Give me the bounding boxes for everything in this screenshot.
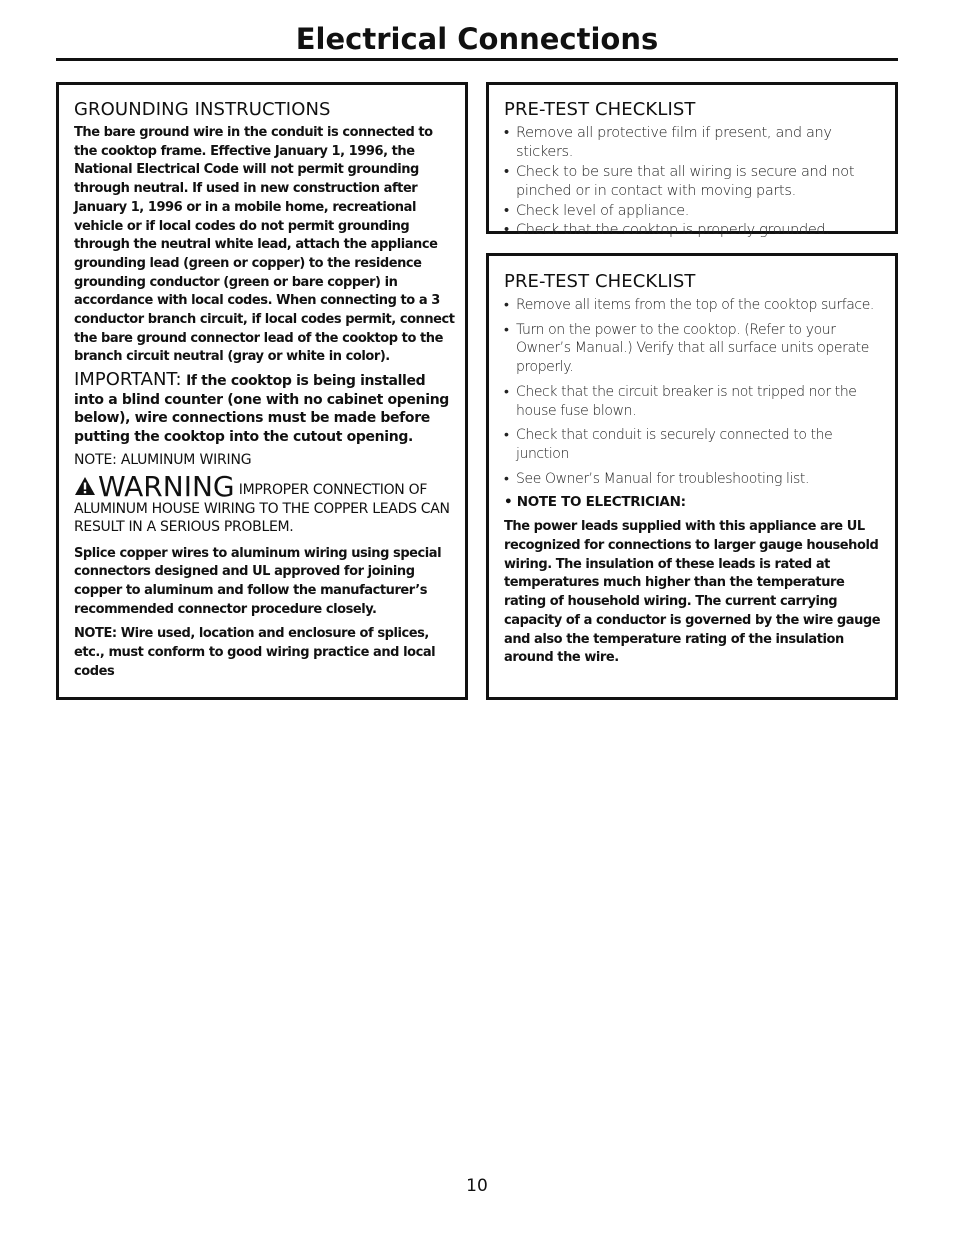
list-item: • Check that conduit is securely connected to the junction <box>504 427 833 462</box>
list-item: • Turn on the power to the cooktop. (Refer to your Owner’s Manual.) Verify that all surface units operate properly. <box>504 321 869 376</box>
checklist2-heading: PRE-TEST CHECKLIST <box>504 271 696 292</box>
note-to-electrician-text: The power leads supplied with this appliance are UL recognized for connections to larger gauge household wiring. The insulation of these leads is rated at temperatures much higher than the temperature rating of household wiring. The current carrying capacity of a conductor is governed by the wire gauge and also the temperature rating of the insulation around the wire. <box>504 519 881 666</box>
list-item: • See Owner’s Manual for troubleshooting list. <box>504 470 810 487</box>
note-to-electrician-label: • NOTE TO ELECTRICIAN: <box>504 494 686 511</box>
splice-instructions: Splice copper wires to aluminum wiring using special connectors designed and UL approved for joining copper to aluminum and follow the manufacturer’s recommended connector procedure closely. <box>74 545 442 617</box>
note-wire: NOTE: Wire used, location and enclosure of splices, etc., must conform to good wiring practice and local codes <box>74 626 436 679</box>
grounding-heading: GROUNDING INSTRUCTIONS <box>74 99 331 120</box>
important-label: IMPORTANT: <box>74 369 182 391</box>
checklist1-list <box>504 124 887 240</box>
list-item: • Check level of appliance. <box>504 202 690 219</box>
warning-text: IMPROPER CONNECTION OF ALUMINUM HOUSE WIRING TO THE COPPER LEADS CAN RESULT IN A SERIOUS PROBLEM. <box>74 482 450 536</box>
warning-word: WARNING <box>98 470 235 504</box>
warning-triangle-icon <box>74 476 96 496</box>
list-item: • Check that the cooktop is properly grounded. <box>504 222 830 239</box>
grounding-instructions-box <box>56 82 468 700</box>
pre-test-checklist-box-2 <box>486 253 898 700</box>
title-rule <box>56 58 898 61</box>
page-number: 10 <box>466 1176 488 1196</box>
pre-test-checklist-box-1 <box>486 82 898 239</box>
list-item: • Check to be sure that all wiring is secure and not pinched or in contact with moving parts. <box>504 163 855 200</box>
important-text: If the cooktop is being installed into a blind counter (one with no cabinet opening below), wire connections must be made before putting the cooktop into the cutout opening. <box>74 373 449 445</box>
grounding-body: The bare ground wire in the conduit is connected to the cooktop frame. Effective January 1, 1996, the National Electrical Code will not permit grounding through neutral. If used in new construction after January 1, 1996 or in a mobile home, recreational vehicle or if local codes do not permit grounding through the neutral white lead, attach the appliance grounding lead (green or copper) to the residence grounding conductor (green or bare copper) in accordance with local codes. When connecting to a 3 conductor branch circuit, if local codes permit, connect the bare ground connector lead of the cooktop to the branch circuit neutral (gray or white in color). <box>74 125 455 365</box>
checklist1-heading: PRE-TEST CHECKLIST <box>504 99 696 120</box>
important-note <box>74 371 455 446</box>
list-item: • Remove all protective film if present, and any stickers. <box>504 125 832 161</box>
list-item: • Remove all items from the top of the cooktop surface. <box>504 297 874 313</box>
list-item: • Check that the circuit breaker is not tripped nor the house fuse blown. <box>504 383 857 419</box>
page-title: Electrical Connections <box>295 22 659 56</box>
note-aluminum-wiring: NOTE: ALUMINUM WIRING <box>74 452 252 469</box>
warning-block <box>74 470 455 537</box>
checklist2-list <box>504 296 887 488</box>
